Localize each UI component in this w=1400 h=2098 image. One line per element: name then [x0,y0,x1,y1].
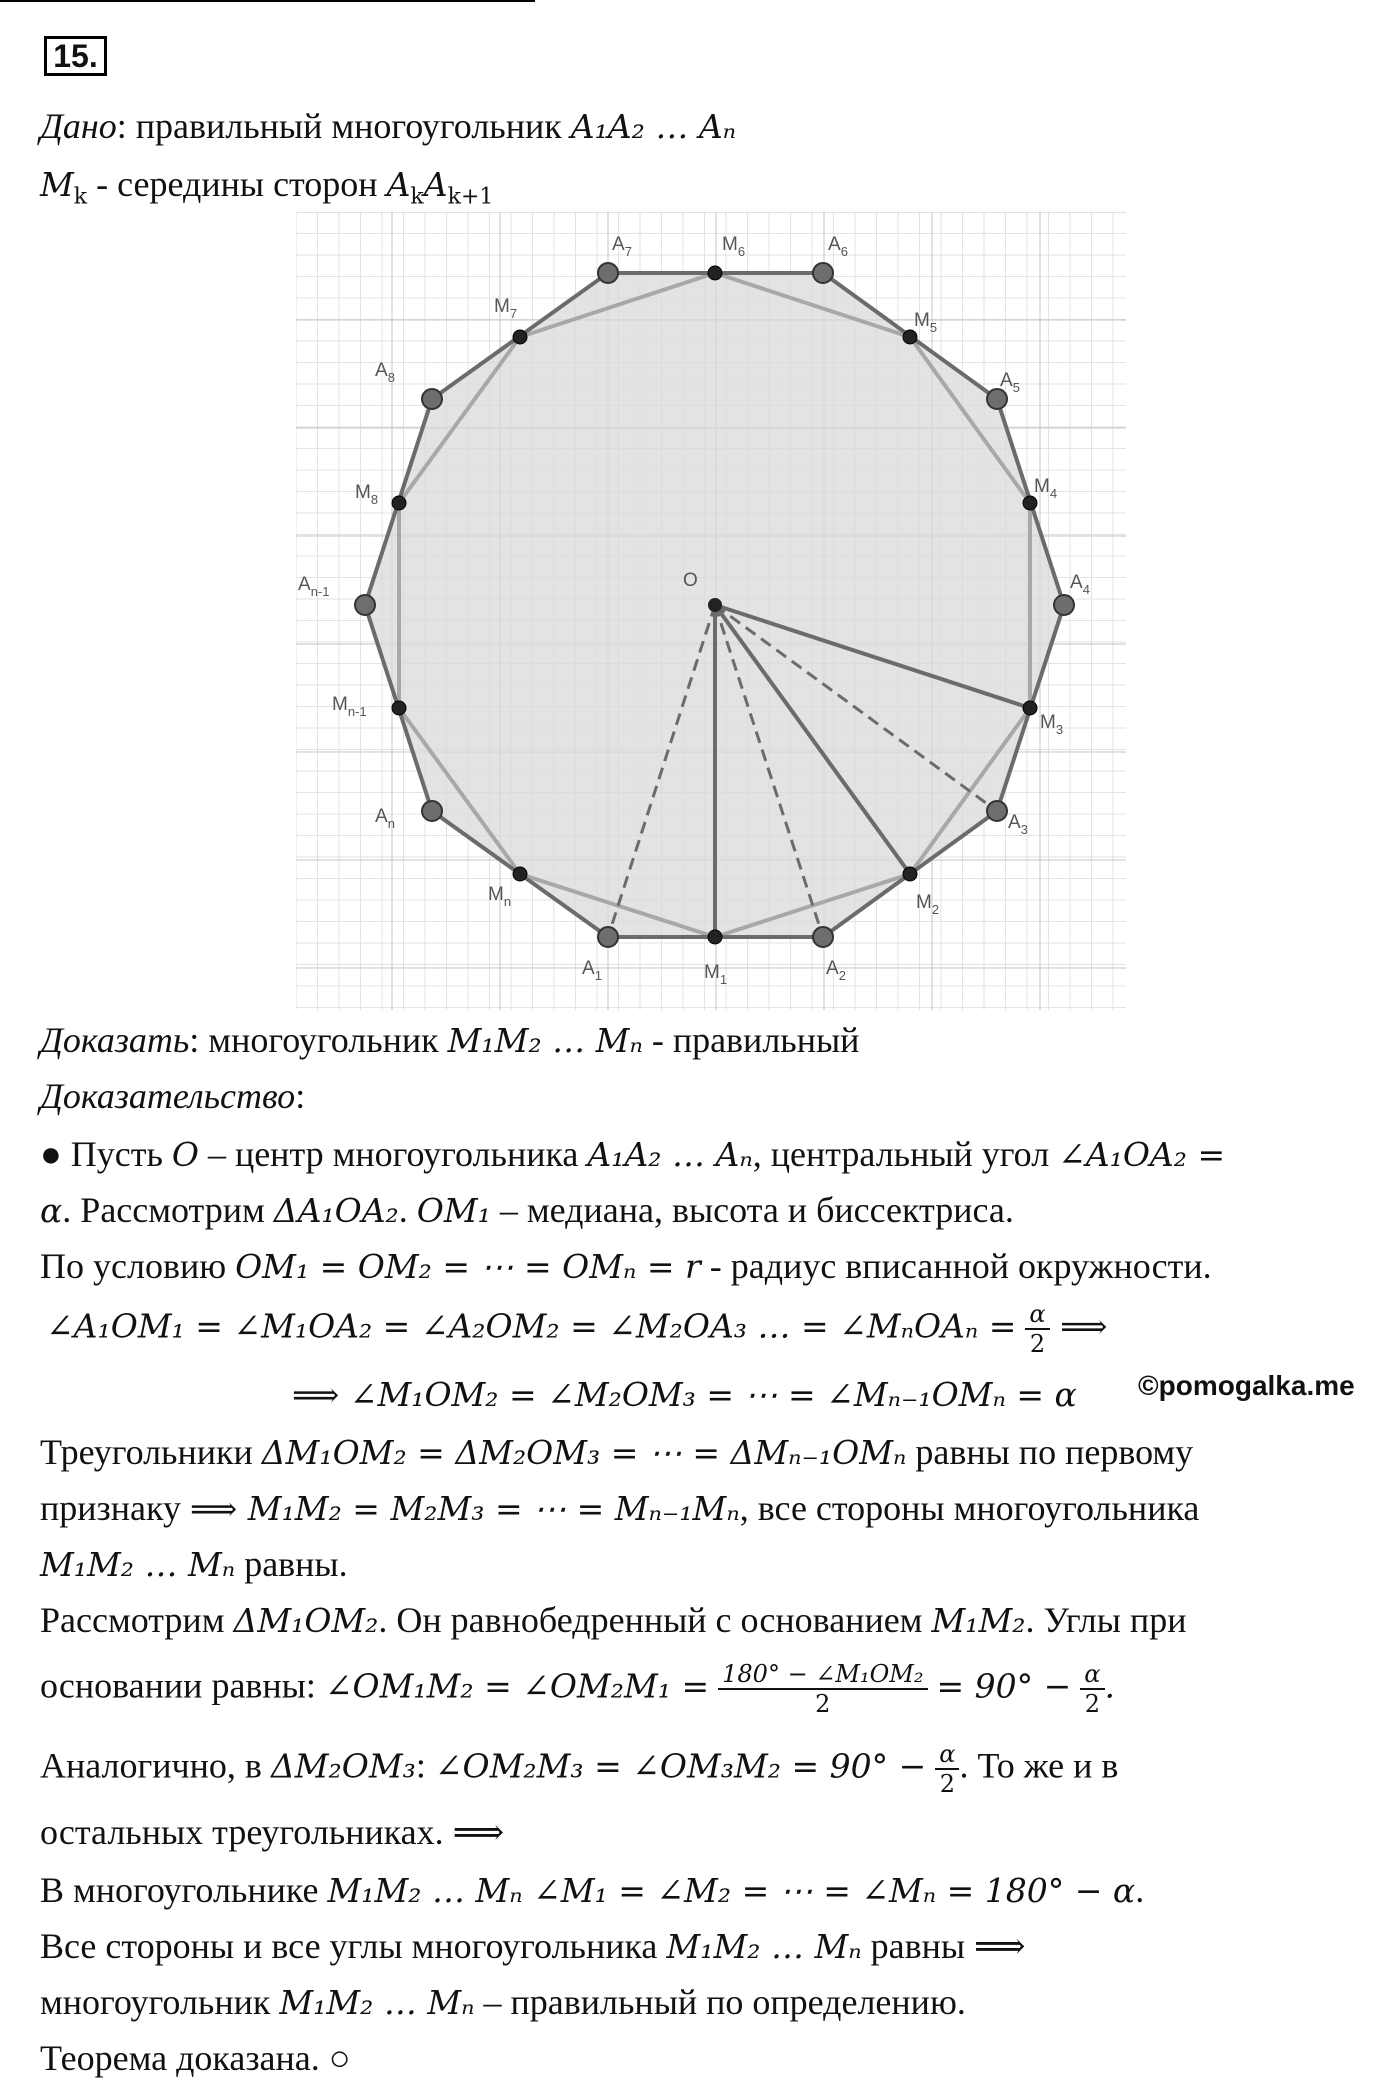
denominator: 2 [1029,1330,1046,1358]
label-m1: $M_1$ [704,962,728,987]
proof-line-4 [46,1300,1107,1358]
prove-polygon: M₁M₂ … Mₙ [447,1021,643,1060]
math: ∠OM₁M₂ = ∠OM₂M₁ = [324,1666,710,1706]
label-mn: $M_n$ [488,884,512,909]
given-label: Дано [40,106,117,146]
label-m6: $M_6$ [722,234,746,259]
midpoint-m8 [392,496,406,510]
text: - радиус вписанной окружности. [700,1246,1212,1286]
text: признаку [40,1488,190,1528]
text: равны по первому [906,1432,1194,1472]
math: α [40,1191,63,1230]
text: – медиана, высота и биссектриса. [490,1190,1014,1230]
label-a3: $A_3$ [1008,812,1028,837]
text: основании равны: [40,1665,325,1706]
text: многоугольник [40,1982,280,2022]
proof-line-2 [40,1188,1014,1233]
math: A₁A₂ … Aₙ [587,1135,753,1174]
math: ΔM₂OM₃ [270,1746,416,1786]
proof-line-15 [40,1980,966,2025]
text: остальных треугольниках. ⟹ [40,1812,505,1852]
side-a1: A [386,165,411,204]
fraction [1080,1660,1104,1718]
vertex-a6 [813,263,833,283]
watermark: ©pomogalka.me [1138,1370,1355,1401]
text: . [1135,1870,1145,1910]
vertex-a8 [422,389,442,409]
proof-line-12 [40,1810,504,1854]
label-mn1: $M_{n-1}$ [332,694,367,719]
vertex-a5 [987,389,1007,409]
text: Треугольники [40,1432,262,1472]
numerator: α [1080,1660,1104,1690]
midpoint-m6 [708,266,722,280]
text: Все стороны и все углы многоугольника [40,1926,667,1966]
text: – центр многоугольника [198,1134,588,1174]
fraction [718,1660,927,1718]
prove-tail: - правильный [642,1020,860,1060]
proof-line-16 [40,2036,351,2080]
denominator: 2 [939,1770,956,1798]
mk-symbol: M [40,165,74,204]
label-a4: $A_4$ [1070,572,1090,597]
text: . То же и в [959,1745,1119,1786]
vertex-a7 [598,263,618,283]
proof-line-5 [292,1372,1077,1417]
text: ● Пусть [40,1134,172,1174]
proof-line-1 [40,1132,1225,1177]
math: O [171,1135,199,1174]
numerator: α [1025,1300,1049,1330]
given-text: : правильный многоугольник [116,106,562,146]
fraction [935,1740,959,1798]
midpoint-mn [513,867,527,881]
numerator: α [935,1740,959,1770]
math: M₁M₂ … Mₙ [666,1927,862,1966]
polygon-figure [296,212,1126,1010]
text: Аналогично, в [40,1745,271,1786]
prove-text: : многоугольник [189,1020,448,1060]
math: ∠A₁OM₁ = ∠M₁OA₂ = ∠A₂OM₂ = ∠M₂OA₃ … = ∠MₙOAₙ = [46,1306,1017,1346]
math: OM₁ = OM₂ = ⋯ = OMₙ = r [235,1247,701,1286]
midpoint-m4 [1023,496,1037,510]
label-an: $A_n$ [375,806,395,831]
text: . [398,1190,417,1230]
text: По условию [40,1246,236,1286]
label-m7: $M_7$ [494,296,518,321]
text: . Углы при [1025,1600,1187,1640]
fraction [1025,1300,1049,1358]
math: ΔM₁OM₂ [233,1601,379,1640]
label-m2: $M_2$ [916,892,940,917]
proof-colon: : [295,1076,306,1116]
math: OM₁ [416,1191,491,1230]
midpoint-m2 [903,867,917,881]
math: ⟹ M₁M₂ = M₂M₃ = ⋯ = Mₙ₋₁Mₙ [189,1489,740,1528]
text: , все стороны многоугольника [739,1488,1200,1528]
problem-number: 15. [44,36,107,76]
vertex-a2 [813,927,833,947]
text: . Он равнобедренный с основанием [378,1600,932,1640]
midpoint-m5 [903,330,917,344]
math: ∠OM₂M₃ = ∠OM₃M₂ = 90° − [434,1746,927,1786]
prove-label: Доказать [40,1020,190,1060]
text: равны ⟹ [861,1926,1026,1966]
text: Рассмотрим [40,1600,234,1640]
proof-line-7 [40,1486,1199,1531]
label-an1: $A_{n-1}$ [298,574,330,599]
math: ⟹ [1049,1306,1108,1346]
proof-line-11 [40,1740,1118,1798]
label-a2: $A_2$ [826,958,846,983]
label-a1: $A_1$ [582,958,602,983]
text: Теорема доказана. ○ [40,2038,351,2078]
given-line [40,104,736,149]
math: . [1104,1666,1115,1706]
text: В многоугольнике [40,1870,328,1910]
mk-text: - середины сторон [87,164,387,204]
denominator: 2 [815,1690,831,1718]
label-m3: $M_3$ [1040,712,1064,737]
proof-line-14 [40,1924,1026,1969]
center-o [708,598,722,612]
vertex-an [422,801,442,821]
side-sub1: k [410,184,424,210]
proof-line-8 [40,1542,348,1587]
math: M₁M₂ … Mₙ [279,1983,475,2022]
math: ΔM₁OM₂ = ΔM₂OM₃ = ⋯ = ΔMₙ₋₁OMₙ [261,1433,907,1472]
proof-label-line [40,1074,305,1118]
side-a2: A [423,165,448,204]
prove-line [40,1018,859,1063]
math: ⟹ ∠M₁OM₂ = ∠M₂OM₃ = ⋯ = ∠Mₙ₋₁OMₙ = α [292,1375,1077,1414]
vertex-a1 [598,927,618,947]
denominator: 2 [1084,1690,1101,1718]
label-a7: $A_7$ [612,234,632,259]
math: M₁M₂ … Mₙ [40,1545,236,1584]
proof-label: Доказательство [40,1076,296,1116]
math: M₁M₂ [931,1601,1026,1640]
proof-line-13 [40,1868,1144,1913]
label-a5: $A_5$ [1000,370,1020,395]
label-m4: $M_4$ [1034,476,1058,501]
label-a8: $A_8$ [375,360,395,385]
math: ∠A₁OA₂ = [1058,1135,1226,1174]
mk-sub: k [73,184,88,210]
text: . Рассмотрим [62,1190,274,1230]
given-polygon: A₁A₂ … Aₙ [570,107,737,146]
shapes [355,263,1074,947]
math: M₁M₂ … Mₙ ∠M₁ = ∠M₂ = ⋯ = ∠Mₙ = 180° − α [327,1871,1136,1910]
vertex-an1 [355,595,375,615]
label-a6: $A_6$ [828,234,848,259]
midpoint-m3 [1023,701,1037,715]
proof-line-3 [40,1244,1212,1289]
math: = 90° − [936,1666,1072,1706]
midpoint-m7 [513,330,527,344]
proof-line-10 [40,1660,1115,1718]
math: ΔA₁OA₂ [273,1191,399,1230]
label-m5: $M_5$ [914,310,938,335]
label-o: O [683,570,698,591]
side-sub2: k+1 [447,184,494,210]
vertex-a3 [987,801,1007,821]
text: – правильный по определению. [474,1982,966,2022]
midpoint-mn1 [392,701,406,715]
text: равны. [235,1544,348,1584]
label-m8: $M_8$ [355,482,379,507]
text: , центральный угол [752,1134,1059,1174]
numerator: 180° − ∠M₁OM₂ [718,1660,927,1690]
proof-line-9 [40,1598,1186,1643]
top-rule [0,0,535,2]
text: : [415,1745,435,1786]
vertex-a4 [1054,595,1074,615]
midpoints-line [40,162,493,220]
proof-line-6 [40,1430,1193,1475]
midpoint-m1 [708,930,722,944]
